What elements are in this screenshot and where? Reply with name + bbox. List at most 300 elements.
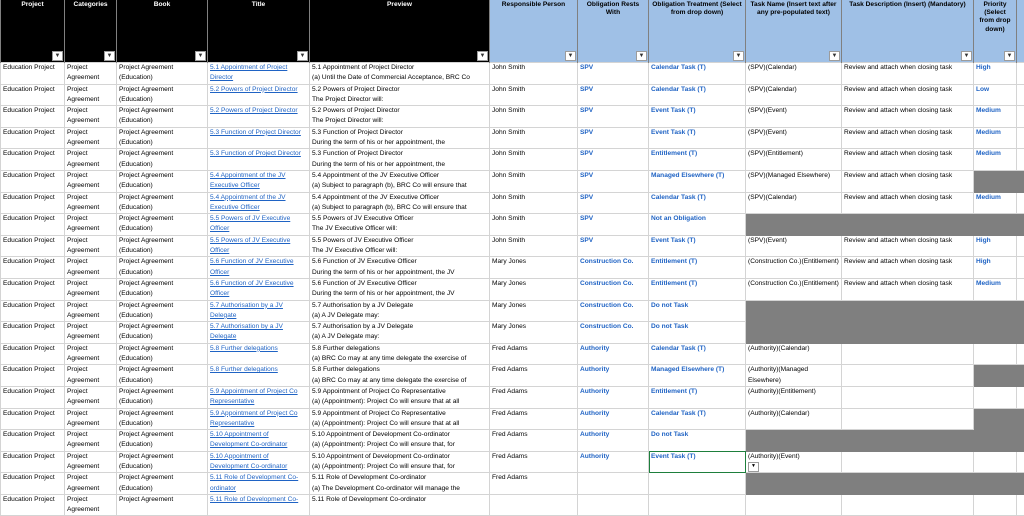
cell-task-name[interactable] (746, 278, 842, 300)
cell-obligation-rests-with[interactable] (578, 149, 649, 171)
cell-categories[interactable]: Project Agreement (65, 451, 117, 473)
cell-extra[interactable] (1017, 235, 1024, 257)
table-row (1, 430, 1024, 452)
title-link[interactable]: 5.10 Appointment of Development Co-ordinator (210, 431, 287, 448)
cell-categories[interactable]: Project Agreement (65, 322, 117, 344)
column-header-label: Title (210, 1, 307, 9)
cell-book[interactable]: Project Agreement (Education) (117, 300, 208, 322)
cell-obligation-rests-with[interactable] (578, 365, 649, 387)
title-link[interactable]: 5.8 Further delegations (210, 366, 278, 373)
cell-book[interactable]: Project Agreement (Education) (117, 127, 208, 149)
cell-title[interactable] (208, 408, 310, 430)
cell-priority[interactable] (974, 192, 1017, 214)
cell-obligation-treatment[interactable] (649, 127, 746, 149)
cell-title[interactable] (208, 473, 310, 495)
cell-project[interactable]: Education Project (1, 451, 65, 473)
cell-task-name[interactable] (746, 192, 842, 214)
cell-project[interactable]: Education Project (1, 192, 65, 214)
cell-obligation-treatment[interactable] (649, 386, 746, 408)
cell-dropdown-icon[interactable]: ▼ (748, 462, 759, 472)
cell-responsible-person[interactable]: John Smith (490, 149, 578, 171)
cell-preview[interactable] (310, 430, 490, 452)
cell-task-description[interactable]: Review and attach when closing task (842, 170, 974, 192)
cell-extra[interactable] (1017, 430, 1024, 452)
cell-book[interactable]: Project Agreement (Education) (117, 84, 208, 106)
cell-project[interactable]: Education Project (1, 300, 65, 322)
cell-preview[interactable] (310, 149, 490, 171)
cell-book[interactable]: Project Agreement (Education) (117, 408, 208, 430)
title-link[interactable]: 5.6 Function of JV Executive Officer (210, 280, 294, 297)
cell-priority[interactable] (974, 408, 1017, 430)
cell-extra[interactable] (1017, 278, 1024, 300)
cell-extra[interactable] (1017, 257, 1024, 279)
cell-priority[interactable] (974, 451, 1017, 473)
cell-project[interactable]: Education Project (1, 278, 65, 300)
cell-task-name[interactable] (746, 214, 842, 236)
cell-book[interactable]: Project Agreement (Education) (117, 63, 208, 85)
cell-task-name[interactable] (746, 451, 842, 473)
cell-task-name[interactable] (746, 430, 842, 452)
cell-responsible-person[interactable]: John Smith (490, 214, 578, 236)
cell-book[interactable]: Project Agreement (Education) (117, 257, 208, 279)
cell-title[interactable] (208, 106, 310, 128)
cell-obligation-rests-with[interactable] (578, 451, 649, 473)
cell-project[interactable]: Education Project (1, 322, 65, 344)
cell-book[interactable]: Project Agreement (Education) (117, 365, 208, 387)
cell-priority[interactable] (974, 494, 1017, 516)
cell-categories[interactable]: Project Agreement (65, 430, 117, 452)
filter-dropdown-icon[interactable]: ▼ (52, 51, 63, 61)
cell-priority[interactable] (974, 430, 1017, 452)
cell-preview[interactable] (310, 127, 490, 149)
cell-preview[interactable] (310, 408, 490, 430)
cell-obligation-treatment[interactable] (649, 149, 746, 171)
cell-obligation-rests-with[interactable] (578, 408, 649, 430)
cell-task-description[interactable] (842, 365, 974, 387)
cell-responsible-person[interactable] (490, 494, 578, 516)
cell-extra[interactable] (1017, 473, 1024, 495)
cell-categories[interactable]: Project Agreement (65, 84, 117, 106)
title-link[interactable]: 5.3 Function of Project Director (210, 129, 301, 136)
cell-task-description[interactable] (842, 430, 974, 452)
cell-obligation-rests-with[interactable] (578, 170, 649, 192)
cell-obligation-treatment[interactable] (649, 235, 746, 257)
cell-responsible-person[interactable]: Fred Adams (490, 386, 578, 408)
cell-priority[interactable] (974, 235, 1017, 257)
cell-obligation-treatment[interactable] (649, 170, 746, 192)
cell-title[interactable] (208, 149, 310, 171)
cell-categories[interactable]: Project Agreement (65, 300, 117, 322)
cell-preview[interactable] (310, 494, 490, 516)
cell-task-description[interactable]: Review and attach when closing task (842, 63, 974, 85)
cell-obligation-treatment[interactable] (649, 214, 746, 236)
cell-preview[interactable] (310, 257, 490, 279)
cell-extra[interactable] (1017, 84, 1024, 106)
cell-extra[interactable] (1017, 170, 1024, 192)
cell-title[interactable] (208, 430, 310, 452)
cell-title[interactable] (208, 386, 310, 408)
cell-title[interactable] (208, 127, 310, 149)
cell-obligation-treatment[interactable] (649, 365, 746, 387)
filter-dropdown-icon[interactable]: ▼ (733, 51, 744, 61)
cell-preview[interactable] (310, 343, 490, 365)
filter-dropdown-icon[interactable]: ▼ (104, 51, 115, 61)
cell-obligation-rests-with[interactable] (578, 473, 649, 495)
cell-preview[interactable] (310, 235, 490, 257)
cell-book[interactable]: Project Agreement (Education) (117, 322, 208, 344)
cell-responsible-person[interactable]: John Smith (490, 170, 578, 192)
cell-task-description[interactable] (842, 408, 974, 430)
cell-task-description[interactable] (842, 386, 974, 408)
cell-priority[interactable] (974, 343, 1017, 365)
cell-task-name[interactable] (746, 365, 842, 387)
title-link[interactable]: 5.5 Powers of JV Executive Officer (210, 215, 290, 232)
cell-obligation-treatment[interactable] (649, 300, 746, 322)
cell-task-description[interactable]: Review and attach when closing task (842, 235, 974, 257)
cell-task-description[interactable] (842, 473, 974, 495)
cell-responsible-person[interactable]: Fred Adams (490, 451, 578, 473)
cell-preview[interactable] (310, 300, 490, 322)
cell-priority[interactable] (974, 386, 1017, 408)
title-link[interactable]: 5.7 Authorisation by a JV Delegate (210, 323, 283, 340)
cell-extra[interactable] (1017, 494, 1024, 516)
cell-task-description[interactable] (842, 494, 974, 516)
table-row (1, 106, 1024, 128)
cell-obligation-rests-with[interactable] (578, 430, 649, 452)
cell-categories[interactable]: Project Agreement (65, 235, 117, 257)
cell-task-name[interactable] (746, 149, 842, 171)
cell-book[interactable]: Project Agreement (Education) (117, 430, 208, 452)
cell-obligation-treatment[interactable] (649, 451, 746, 473)
cell-title[interactable] (208, 300, 310, 322)
title-link[interactable]: 5.11 Role of Development Co-ordinator (210, 474, 298, 491)
cell-project[interactable]: Education Project (1, 494, 65, 516)
cell-task-description[interactable]: Review and attach when closing task (842, 278, 974, 300)
cell-task-name[interactable] (746, 300, 842, 322)
cell-responsible-person[interactable]: John Smith (490, 235, 578, 257)
cell-categories[interactable]: Project Agreement (65, 343, 117, 365)
cell-obligation-rests-with[interactable] (578, 214, 649, 236)
cell-categories[interactable]: Project Agreement (65, 214, 117, 236)
cell-task-description[interactable]: Review and attach when closing task (842, 192, 974, 214)
cell-obligation-rests-with[interactable] (578, 192, 649, 214)
cell-responsible-person[interactable]: Mary Jones (490, 278, 578, 300)
cell-obligation-rests-with[interactable] (578, 322, 649, 344)
filter-dropdown-icon[interactable]: ▼ (195, 51, 206, 61)
cell-preview[interactable] (310, 84, 490, 106)
cell-task-name[interactable] (746, 494, 842, 516)
cell-title[interactable] (208, 84, 310, 106)
cell-obligation-treatment[interactable] (649, 106, 746, 128)
cell-extra[interactable] (1017, 127, 1024, 149)
cell-obligation-rests-with[interactable] (578, 278, 649, 300)
cell-priority[interactable] (974, 278, 1017, 300)
title-link[interactable]: 5.7 Authorisation by a JV Delegate (210, 302, 283, 319)
cell-task-name[interactable] (746, 84, 842, 106)
cell-obligation-treatment[interactable] (649, 322, 746, 344)
cell-extra[interactable] (1017, 451, 1024, 473)
title-link[interactable]: 5.4 Appointment of the JV Executive Officer (210, 172, 286, 189)
cell-title[interactable] (208, 278, 310, 300)
cell-title[interactable] (208, 343, 310, 365)
cell-task-name[interactable] (746, 386, 842, 408)
cell-task-name[interactable] (746, 408, 842, 430)
cell-title[interactable] (208, 451, 310, 473)
cell-obligation-treatment[interactable] (649, 430, 746, 452)
cell-responsible-person[interactable]: Fred Adams (490, 343, 578, 365)
task-name-value: (Authority)(Calendar) (748, 345, 810, 352)
filter-dropdown-icon[interactable]: ▼ (565, 51, 576, 61)
cell-responsible-person[interactable]: Fred Adams (490, 430, 578, 452)
cell-task-description[interactable] (842, 214, 974, 236)
cell-preview[interactable] (310, 365, 490, 387)
cell-priority[interactable] (974, 365, 1017, 387)
cell-preview[interactable] (310, 106, 490, 128)
cell-priority[interactable] (974, 127, 1017, 149)
cell-responsible-person[interactable]: Fred Adams (490, 365, 578, 387)
cell-preview[interactable] (310, 192, 490, 214)
cell-categories[interactable]: Project Agreement (65, 365, 117, 387)
cell-obligation-treatment[interactable] (649, 494, 746, 516)
cell-book[interactable]: Project Agreement (Education) (117, 473, 208, 495)
cell-book[interactable]: Project Agreement (Education) (117, 386, 208, 408)
cell-obligation-rests-with[interactable] (578, 106, 649, 128)
cell-categories[interactable]: Project Agreement (65, 408, 117, 430)
cell-preview[interactable] (310, 214, 490, 236)
filter-dropdown-icon[interactable]: ▼ (297, 51, 308, 61)
cell-categories[interactable]: Project Agreement (65, 127, 117, 149)
cell-obligation-rests-with[interactable] (578, 300, 649, 322)
filter-dropdown-icon[interactable]: ▼ (636, 51, 647, 61)
cell-project[interactable]: Education Project (1, 170, 65, 192)
cell-priority[interactable] (974, 322, 1017, 344)
cell-priority[interactable] (974, 170, 1017, 192)
cell-project[interactable]: Education Project (1, 149, 65, 171)
cell-extra[interactable] (1017, 300, 1024, 322)
cell-obligation-rests-with[interactable] (578, 235, 649, 257)
cell-title[interactable] (208, 235, 310, 257)
cell-task-name[interactable] (746, 343, 842, 365)
cell-title[interactable] (208, 365, 310, 387)
cell-obligation-treatment[interactable] (649, 473, 746, 495)
cell-obligation-rests-with[interactable] (578, 343, 649, 365)
cell-extra[interactable] (1017, 149, 1024, 171)
treatment-value: Calendar Task (T) (651, 86, 706, 93)
cell-obligation-rests-with[interactable] (578, 127, 649, 149)
cell-obligation-treatment[interactable] (649, 63, 746, 85)
cell-extra[interactable] (1017, 63, 1024, 85)
cell-project[interactable]: Education Project (1, 473, 65, 495)
cell-task-description[interactable]: Review and attach when closing task (842, 257, 974, 279)
title-link[interactable]: 5.6 Function of JV Executive Officer (210, 258, 294, 275)
preview-line: (a) A JV Delegate may: (312, 332, 487, 342)
cell-categories[interactable]: Project Agreement (65, 494, 117, 516)
cell-categories[interactable]: Project Agreement (65, 192, 117, 214)
cell-obligation-rests-with[interactable] (578, 84, 649, 106)
table-row (1, 473, 1024, 495)
cell-extra[interactable] (1017, 322, 1024, 344)
cell-preview[interactable] (310, 170, 490, 192)
cell-project[interactable]: Education Project (1, 127, 65, 149)
title-link[interactable]: 5.8 Further delegations (210, 345, 278, 352)
cell-extra[interactable] (1017, 214, 1024, 236)
cell-responsible-person[interactable]: John Smith (490, 192, 578, 214)
title-link[interactable]: 5.11 Role of Development Co- (210, 496, 298, 503)
cell-title[interactable] (208, 494, 310, 516)
cell-task-description[interactable] (842, 300, 974, 322)
cell-preview[interactable] (310, 473, 490, 495)
cell-title[interactable] (208, 322, 310, 344)
cell-project[interactable]: Education Project (1, 63, 65, 85)
title-link[interactable]: 5.4 Appointment of the JV Executive Officer (210, 194, 286, 211)
cell-categories[interactable]: Project Agreement (65, 386, 117, 408)
cell-preview[interactable] (310, 386, 490, 408)
filter-dropdown-icon[interactable]: ▼ (477, 51, 488, 61)
cell-extra[interactable] (1017, 192, 1024, 214)
cell-title[interactable] (208, 170, 310, 192)
cell-responsible-person[interactable]: John Smith (490, 63, 578, 85)
cell-priority[interactable] (974, 214, 1017, 236)
cell-categories[interactable]: Project Agreement (65, 149, 117, 171)
cell-responsible-person[interactable]: Fred Adams (490, 473, 578, 495)
cell-categories[interactable]: Project Agreement (65, 63, 117, 85)
cell-book[interactable]: Project Agreement (117, 494, 208, 516)
cell-categories[interactable]: Project Agreement (65, 170, 117, 192)
cell-book[interactable]: Project Agreement (Education) (117, 214, 208, 236)
cell-task-name[interactable] (746, 170, 842, 192)
column-header-treatment (649, 0, 746, 63)
title-link[interactable]: 5.3 Function of Project Director (210, 150, 301, 157)
preview-line: 5.7 Authorisation by a JV Delegate (312, 322, 487, 332)
cell-task-name[interactable] (746, 127, 842, 149)
cell-priority[interactable] (974, 300, 1017, 322)
cell-responsible-person[interactable]: Fred Adams (490, 408, 578, 430)
cell-task-description[interactable] (842, 343, 974, 365)
cell-priority[interactable] (974, 84, 1017, 106)
cell-preview[interactable] (310, 63, 490, 85)
cell-project[interactable]: Education Project (1, 386, 65, 408)
cell-preview[interactable] (310, 322, 490, 344)
column-header-label: Responsible Person (492, 1, 575, 9)
preview-line: 5.4 Appointment of the JV Executive Officer (312, 193, 487, 203)
cell-priority[interactable] (974, 257, 1017, 279)
cell-book[interactable]: Project Agreement (Education) (117, 149, 208, 171)
filter-dropdown-icon[interactable]: ▼ (961, 51, 972, 61)
rests-with-value: SPV (580, 129, 593, 136)
cell-obligation-rests-with[interactable] (578, 257, 649, 279)
cell-book[interactable]: Project Agreement (Education) (117, 170, 208, 192)
cell-task-description[interactable] (842, 322, 974, 344)
cell-task-name[interactable] (746, 63, 842, 85)
cell-book[interactable]: Project Agreement (Education) (117, 451, 208, 473)
title-link[interactable]: 5.10 Appointment of Development Co-ordinator (210, 453, 287, 470)
cell-responsible-person[interactable]: John Smith (490, 127, 578, 149)
cell-extra[interactable] (1017, 408, 1024, 430)
title-link[interactable]: 5.9 Appointment of Project Co Representative (210, 388, 298, 405)
column-header-label: Task Description (Insert) (Mandatory) (844, 1, 971, 9)
cell-priority[interactable] (974, 473, 1017, 495)
cell-categories[interactable]: Project Agreement (65, 278, 117, 300)
cell-title[interactable] (208, 214, 310, 236)
cell-priority[interactable] (974, 106, 1017, 128)
cell-task-description[interactable]: Review and attach when closing task (842, 84, 974, 106)
filter-dropdown-icon[interactable]: ▼ (1004, 51, 1015, 61)
cell-task-name[interactable] (746, 473, 842, 495)
cell-title[interactable] (208, 63, 310, 85)
title-link[interactable]: 5.2 Powers of Project Director (210, 86, 298, 93)
title-link[interactable]: 5.9 Appointment of Project Co Representative (210, 410, 298, 427)
cell-categories[interactable]: Project Agreement (65, 257, 117, 279)
cell-project[interactable]: Education Project (1, 408, 65, 430)
cell-project[interactable]: Education Project (1, 84, 65, 106)
cell-responsible-person[interactable]: Mary Jones (490, 300, 578, 322)
cell-categories[interactable]: Project Agreement (65, 473, 117, 495)
cell-title[interactable] (208, 192, 310, 214)
title-link[interactable]: 5.5 Powers of JV Executive Officer (210, 237, 290, 254)
cell-task-name[interactable] (746, 322, 842, 344)
cell-obligation-treatment[interactable] (649, 408, 746, 430)
cell-obligation-rests-with[interactable] (578, 494, 649, 516)
cell-task-name[interactable] (746, 257, 842, 279)
cell-task-name[interactable] (746, 235, 842, 257)
cell-categories[interactable]: Project Agreement (65, 106, 117, 128)
cell-book[interactable]: Project Agreement (Education) (117, 106, 208, 128)
title-link[interactable]: 5.1 Appointment of Project Director (210, 64, 287, 81)
cell-task-description[interactable]: Review and attach when closing task (842, 127, 974, 149)
cell-book[interactable]: Project Agreement (Education) (117, 192, 208, 214)
cell-obligation-rests-with[interactable] (578, 63, 649, 85)
cell-title[interactable] (208, 257, 310, 279)
cell-book[interactable]: Project Agreement (Education) (117, 235, 208, 257)
cell-obligation-treatment[interactable] (649, 278, 746, 300)
cell-extra[interactable] (1017, 343, 1024, 365)
cell-obligation-treatment[interactable] (649, 343, 746, 365)
cell-responsible-person[interactable]: Mary Jones (490, 257, 578, 279)
cell-project[interactable]: Education Project (1, 343, 65, 365)
cell-book[interactable]: Project Agreement (Education) (117, 343, 208, 365)
cell-project[interactable]: Education Project (1, 106, 65, 128)
cell-priority[interactable] (974, 149, 1017, 171)
cell-preview[interactable] (310, 278, 490, 300)
cell-task-name[interactable] (746, 106, 842, 128)
cell-extra[interactable] (1017, 106, 1024, 128)
cell-obligation-treatment[interactable] (649, 192, 746, 214)
cell-task-description[interactable]: Review and attach when closing task (842, 106, 974, 128)
filter-dropdown-icon[interactable]: ▼ (829, 51, 840, 61)
cell-priority[interactable] (974, 63, 1017, 85)
cell-project[interactable]: Education Project (1, 257, 65, 279)
cell-task-description[interactable]: Review and attach when closing task (842, 149, 974, 171)
cell-responsible-person[interactable]: John Smith (490, 106, 578, 128)
cell-obligation-rests-with[interactable] (578, 386, 649, 408)
preview-line: (a) BRC Co may at any time delegate the exercise of (312, 376, 487, 386)
cell-project[interactable]: Education Project (1, 365, 65, 387)
cell-extra[interactable] (1017, 386, 1024, 408)
cell-obligation-treatment[interactable] (649, 84, 746, 106)
cell-task-description[interactable] (842, 451, 974, 473)
cell-project[interactable]: Education Project (1, 235, 65, 257)
cell-project[interactable]: Education Project (1, 430, 65, 452)
cell-project[interactable]: Education Project (1, 214, 65, 236)
cell-preview[interactable] (310, 451, 490, 473)
cell-book[interactable]: Project Agreement (Education) (117, 278, 208, 300)
cell-responsible-person[interactable]: Mary Jones (490, 322, 578, 344)
cell-extra[interactable] (1017, 365, 1024, 387)
cell-responsible-person[interactable]: John Smith (490, 84, 578, 106)
title-link[interactable]: 5.2 Powers of Project Director (210, 107, 298, 114)
cell-obligation-treatment[interactable] (649, 257, 746, 279)
preview-line: (a) Subject to paragraph (b), BRC Co will ensure that (312, 203, 487, 213)
